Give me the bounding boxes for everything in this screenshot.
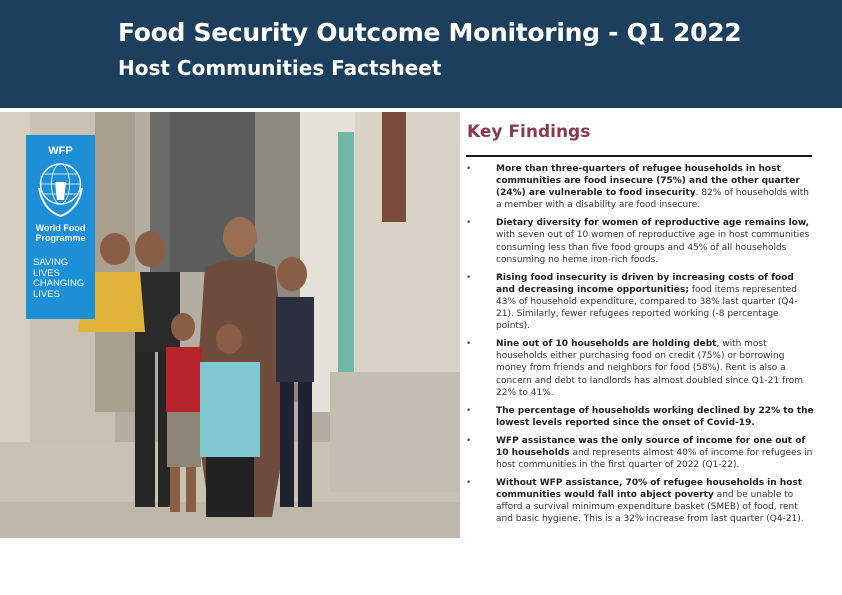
header-banner	[0, 0, 842, 108]
bullet-icon: •	[466, 164, 472, 174]
bullet-icon: •	[466, 478, 472, 489]
list-item: • Rising food insecurity is driven by increasing costs of food and decreasing income opportunities; food items represented 43% of household expenditure, compared to 38% last quarter (Q4-21). Similarly, fewer refugees reported working (-8 percentage points).	[466, 272, 798, 332]
bullet-icon: •	[466, 405, 472, 416]
bullet-icon: •	[466, 435, 472, 446]
family-photo	[0, 112, 460, 538]
wfp-logo	[26, 135, 95, 319]
logo-org-name: World Food Programme	[35, 223, 86, 243]
page-title: Food Security Outcome Monitoring - Q1 2022	[118, 18, 742, 47]
list-item: • More than three-quarters of refugee households in host communities are food insecure (75%) and the other quarter (24%) are vulnerable to food insecurity. 82% of households with a member with a disability are food insecure.	[466, 164, 810, 211]
logo-tagline: SAVING LIVES CHANGING LIVES	[33, 257, 85, 300]
list-item: • Dietary diversity for women of reproductive age remains low, with seven out of 10 women of reproductive age in host communities consuming less than five food groups and 45% of all households consuming no heme iron-rich foods.	[466, 218, 810, 265]
list-item: • The percentage of households working declined by 22% to the lowest levels reported since the onset of Covid-19.	[466, 405, 814, 428]
key-findings-list	[462, 163, 814, 532]
page-subtitle: Host Communities Factsheet	[118, 56, 442, 80]
bullet-icon: •	[466, 272, 472, 283]
bullet-icon: •	[466, 218, 472, 229]
logo-acronym: WFP	[48, 145, 73, 157]
key-findings-divider	[466, 155, 812, 157]
list-item: • WFP assistance was the only source of income for one out of 10 households and represents almost 40% of income for refugees in host communities in the first quarter of 2022 (Q1-22).	[466, 435, 813, 471]
list-item: • Without WFP assistance, 70% of refugee households in host communities would fall into abject poverty and be unable to afford a survival minimum expenditure basket (SMEB) of food, rent and basic hygiene. This is a 32% increase from last quarter (Q4-21).	[466, 478, 804, 525]
key-findings-title: Key Findings	[467, 122, 591, 142]
wfp-emblem-icon	[35, 160, 86, 220]
list-item: • Nine out of 10 households are holding debt, with most households either purchasing food on credit (75%) or borrowing money from friends and neighbors for food (58%). Rent is also a concern and debt to landlords has almost doubled since Q1-21 from 22% to 41%.	[466, 339, 803, 398]
bullet-icon: •	[466, 339, 472, 350]
